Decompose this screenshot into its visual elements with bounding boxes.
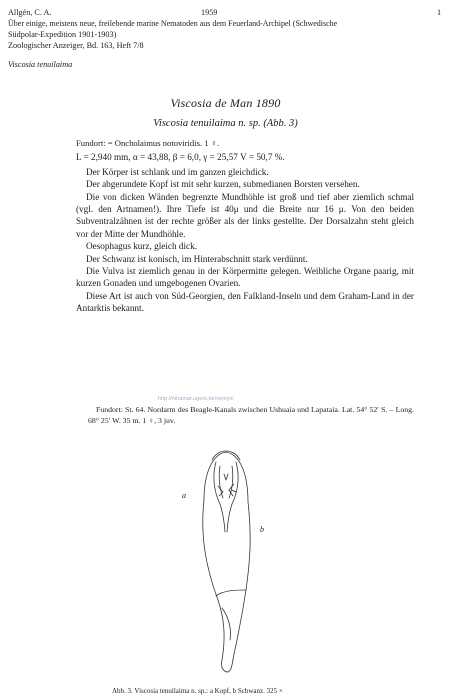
page-number: 1 (437, 8, 442, 17)
tail-outline-left (218, 600, 228, 672)
fundort-secondary: Fundort: St. 64. Nordarm des Beagle-Kanals zwischen Ushuaia und Lapataia. Lat. 54° 52′ S. – Long. 68° 25′ W. 35 m. 1 ♀, 3 juv. (88, 405, 414, 425)
figure-label-b: b (260, 525, 264, 534)
paragraph-mouth: Die von dicken Wänden begrenzte Mundhöhle ist groß und tief aber ziemlich schmal (vgl. den Artnamen!). Ihre Tiefe ist 40μ und die Breite nur 16 μ. Von den beiden Subventralzähnen ist der rechte größer als der links gestellte. Der Dorsalzahn steht gleich vor der Mitte der Mundhöhle. (76, 191, 414, 239)
body-wall-left (203, 500, 218, 600)
fundort-primary: Fundort: = Oncholaimus notoviridis. 1 ♀. (76, 138, 220, 148)
tooth-dorsal (224, 474, 228, 480)
figure-caption: Abb. 3. Viscosia tenuilaima n. sp.: a Kopf, b Schwanz. 325 × (112, 687, 283, 695)
body-wall-right (246, 502, 250, 590)
paper-title-line1: Über einige, meistens neue, freilebende marine Nematoden aus dem Feuerland-Archipel (Schwedische (8, 19, 338, 28)
species-tag: Viscosia tenuilaima (8, 60, 73, 69)
paper-title-line2: Südpolar-Expedition 1901-1903) (8, 30, 117, 39)
figure-drawing (150, 440, 300, 676)
author-name: Allgén, C. A. (8, 8, 52, 17)
measurements-line: L = 2,940 mm, α = 43,88, β = 6,0, γ = 25,57 V = 50,7 %. (76, 152, 285, 163)
genus-heading-text: Viscosia de Man 1890 (170, 96, 281, 110)
paragraph-tail: Der Schwanz ist konisch, im Hinterabschnitt stark verdünnt. (86, 253, 308, 264)
paragraph-head: Der abgerundete Kopf ist mit sehr kurzen, submedianen Borsten versehen. (86, 179, 360, 190)
article-body (76, 137, 414, 315)
tail-divider (216, 590, 246, 596)
genus-heading (0, 96, 451, 111)
paragraph-oesophagus: Oesophagus kurz, gleich dick. (86, 241, 197, 252)
paragraph-distribution: Diese Art ist auch von Süd-Georgien, den Falkland-Inseln und dem Graham-Land in der Antarktis bekannt. (76, 290, 414, 314)
paragraph-vulva: Die Vulva ist ziemlich genau in der Körpermitte gelegen. Weibliche Organe paarig, mit kurzen Gonaden und umgebogenen Ovarien. (76, 266, 414, 289)
dorsal-tooth-mark (232, 490, 236, 492)
figure-label-a: a (182, 491, 186, 500)
species-heading: Viscosia tenuilaima n. sp. (Abb. 3) (153, 118, 298, 129)
publication-year: 1959 (201, 8, 218, 17)
buccal-inner-left (219, 466, 223, 498)
journal-reference: Zoologischer Anzeiger, Bd. 163, Heft 7/8 (8, 41, 144, 50)
paragraph-body: Der Körper ist schlank und im ganzen gleichdick. (86, 166, 269, 177)
watermark-url: http://nitramar.ugent.be/nemys/ (158, 396, 234, 402)
head-outline (204, 452, 248, 502)
